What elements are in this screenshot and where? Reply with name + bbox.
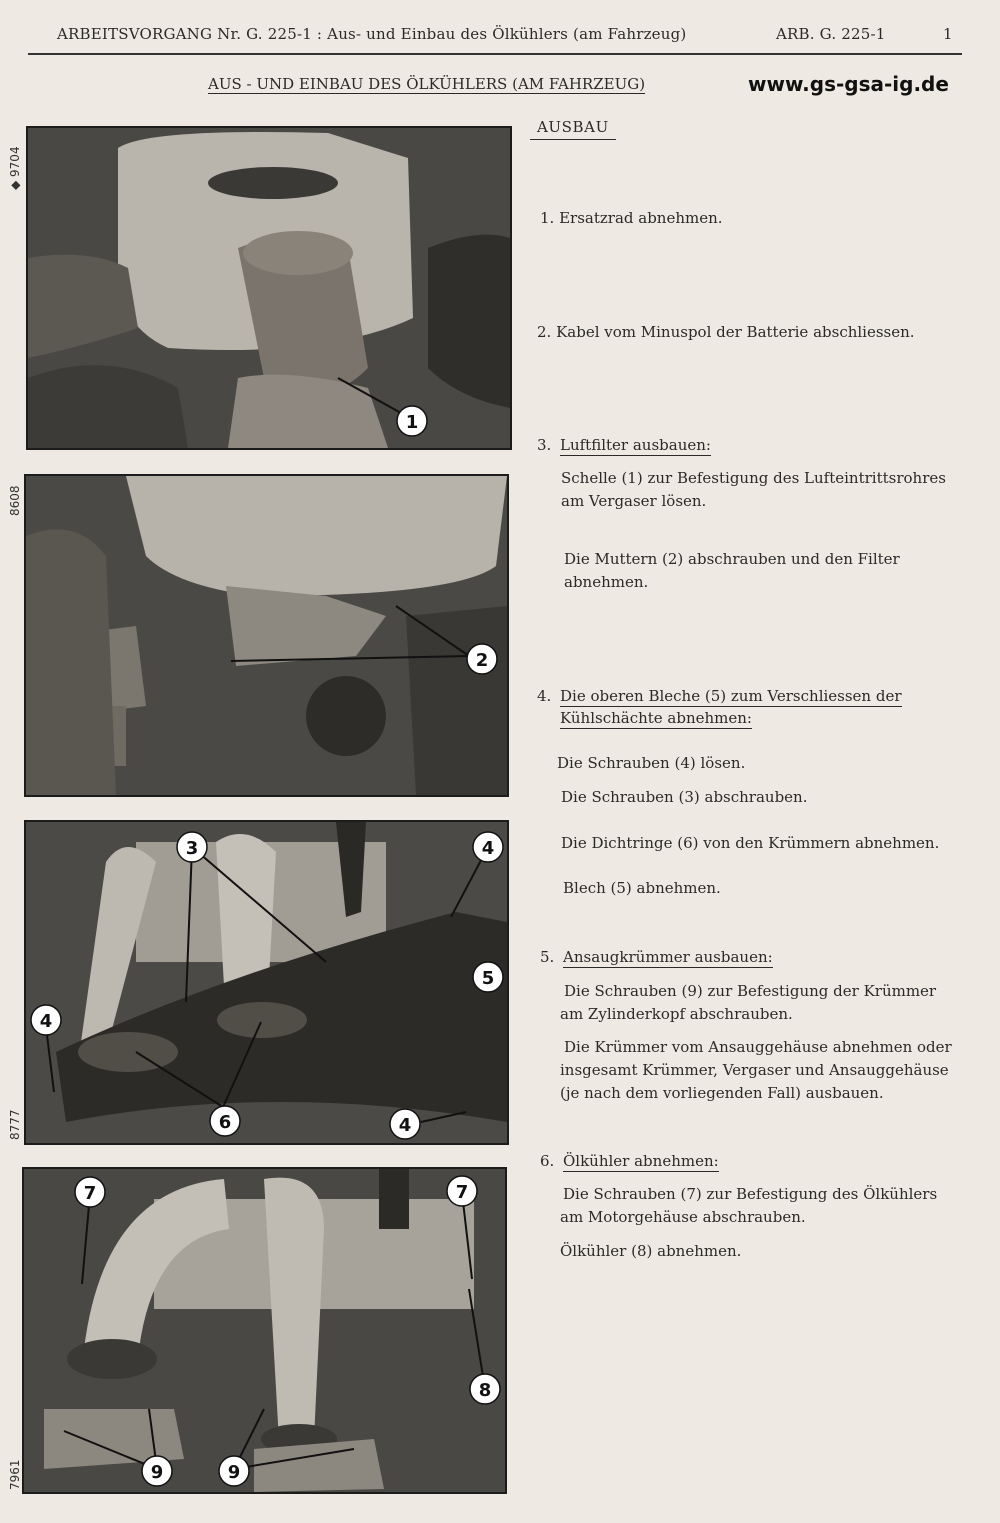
header-reference: ARB. G. 225-1 (776, 25, 886, 43)
step-6-text-1b: am Motorgehäuse abschrauben. (560, 1208, 806, 1226)
header-rule (28, 53, 962, 55)
step-5-text-2b: insgesamt Krümmer, Vergaser und Ansauggehäuse (560, 1061, 949, 1079)
page-title: AUS - UND EINBAU DES ÖLKÜHLERS (AM FAHRZEUG) (208, 75, 646, 93)
page-number: 1 (943, 25, 953, 43)
figure-3-photo (24, 820, 509, 1145)
figure-4-callout-8: 8 (478, 1380, 492, 1401)
step-3-heading: Luftfilter ausbauen: (560, 436, 711, 454)
step-5-text-1b: am Zylinderkopf abschrauben. (560, 1005, 793, 1023)
figure-1-code: ◆ 9704 (8, 146, 22, 190)
figure-3-callout-4: 4 (39, 1011, 53, 1032)
figure-3-callout-4: 4 (481, 838, 495, 859)
section-heading-ausbau: AUSBAU (530, 118, 616, 140)
figure-4-callout-7: 7 (83, 1183, 97, 1204)
figure-3-callout-5: 5 (481, 968, 495, 989)
step-4-line-4: Blech (5) abnehmen. (563, 879, 721, 897)
step-6-number: 6. (540, 1152, 555, 1170)
figure-2-photo (24, 474, 509, 797)
figure-4-callout-7: 7 (455, 1182, 469, 1203)
figure-4-photo (22, 1167, 507, 1494)
step-4-line-3: Die Dichtringe (6) von den Krümmern abnehmen. (561, 834, 940, 852)
step-3-text-2b: abnehmen. (564, 573, 649, 591)
step-6-text-1a: Die Schrauben (7) zur Befestigung des Ölkühlers (563, 1185, 938, 1203)
step-2: 2. Kabel vom Minuspol der Batterie abschliessen. (537, 323, 915, 341)
figure-3-callout-6: 6 (218, 1112, 232, 1133)
step-3-text-1a: Schelle (1) zur Befestigung des Lufteintrittsrohres (561, 469, 946, 487)
step-6-heading: Ölkühler abnehmen: (563, 1152, 719, 1170)
figure-4-callout-9: 9 (150, 1462, 164, 1483)
figure-2-code: 8608 (8, 485, 22, 516)
step-4-line-1: Die Schrauben (4) lösen. (557, 754, 746, 772)
figure-4-code: 7961 (8, 1459, 22, 1490)
step-4-line-2: Die Schrauben (3) abschrauben. (561, 788, 808, 806)
step-4-number: 4. (537, 687, 552, 705)
header-title: ARBEITSVORGANG Nr. G. 225-1 : Aus- und Einbau des Ölkühlers (am Fahrzeug) (57, 25, 687, 43)
step-1: 1. Ersatzrad abnehmen. (540, 209, 723, 227)
figure-3-callout-4: 4 (398, 1115, 412, 1136)
step-4-heading-2: Kühlschächte abnehmen: (560, 709, 752, 727)
figure-3-code: 8777 (8, 1109, 22, 1140)
step-5-heading: Ansaugkrümmer ausbauen: (563, 948, 773, 966)
step-5-number: 5. (540, 948, 555, 966)
step-5-text-2c: (je nach dem vorliegenden Fall) ausbauen. (560, 1084, 884, 1102)
figure-1-callout-1: 1 (405, 412, 419, 433)
figure-2-callout-2: 2 (475, 650, 489, 671)
figure-4-callout-9: 9 (227, 1462, 241, 1483)
step-3-text-2a: Die Muttern (2) abschrauben und den Filter (564, 550, 900, 568)
step-4-heading-1: Die oberen Bleche (5) zum Verschliessen der (560, 687, 902, 705)
step-6-text-2: Ölkühler (8) abnehmen. (560, 1242, 742, 1260)
figure-3-callout-3: 3 (185, 838, 199, 859)
website-link[interactable]: www.gs-gsa-ig.de (748, 72, 949, 96)
step-3-text-1b: am Vergaser lösen. (561, 492, 707, 510)
step-3-number: 3. (537, 436, 552, 454)
step-5-text-2a: Die Krümmer vom Ansauggehäuse abnehmen oder (564, 1038, 952, 1056)
step-5-text-1a: Die Schrauben (9) zur Befestigung der Krümmer (564, 982, 937, 1000)
figure-1-photo (26, 126, 512, 450)
